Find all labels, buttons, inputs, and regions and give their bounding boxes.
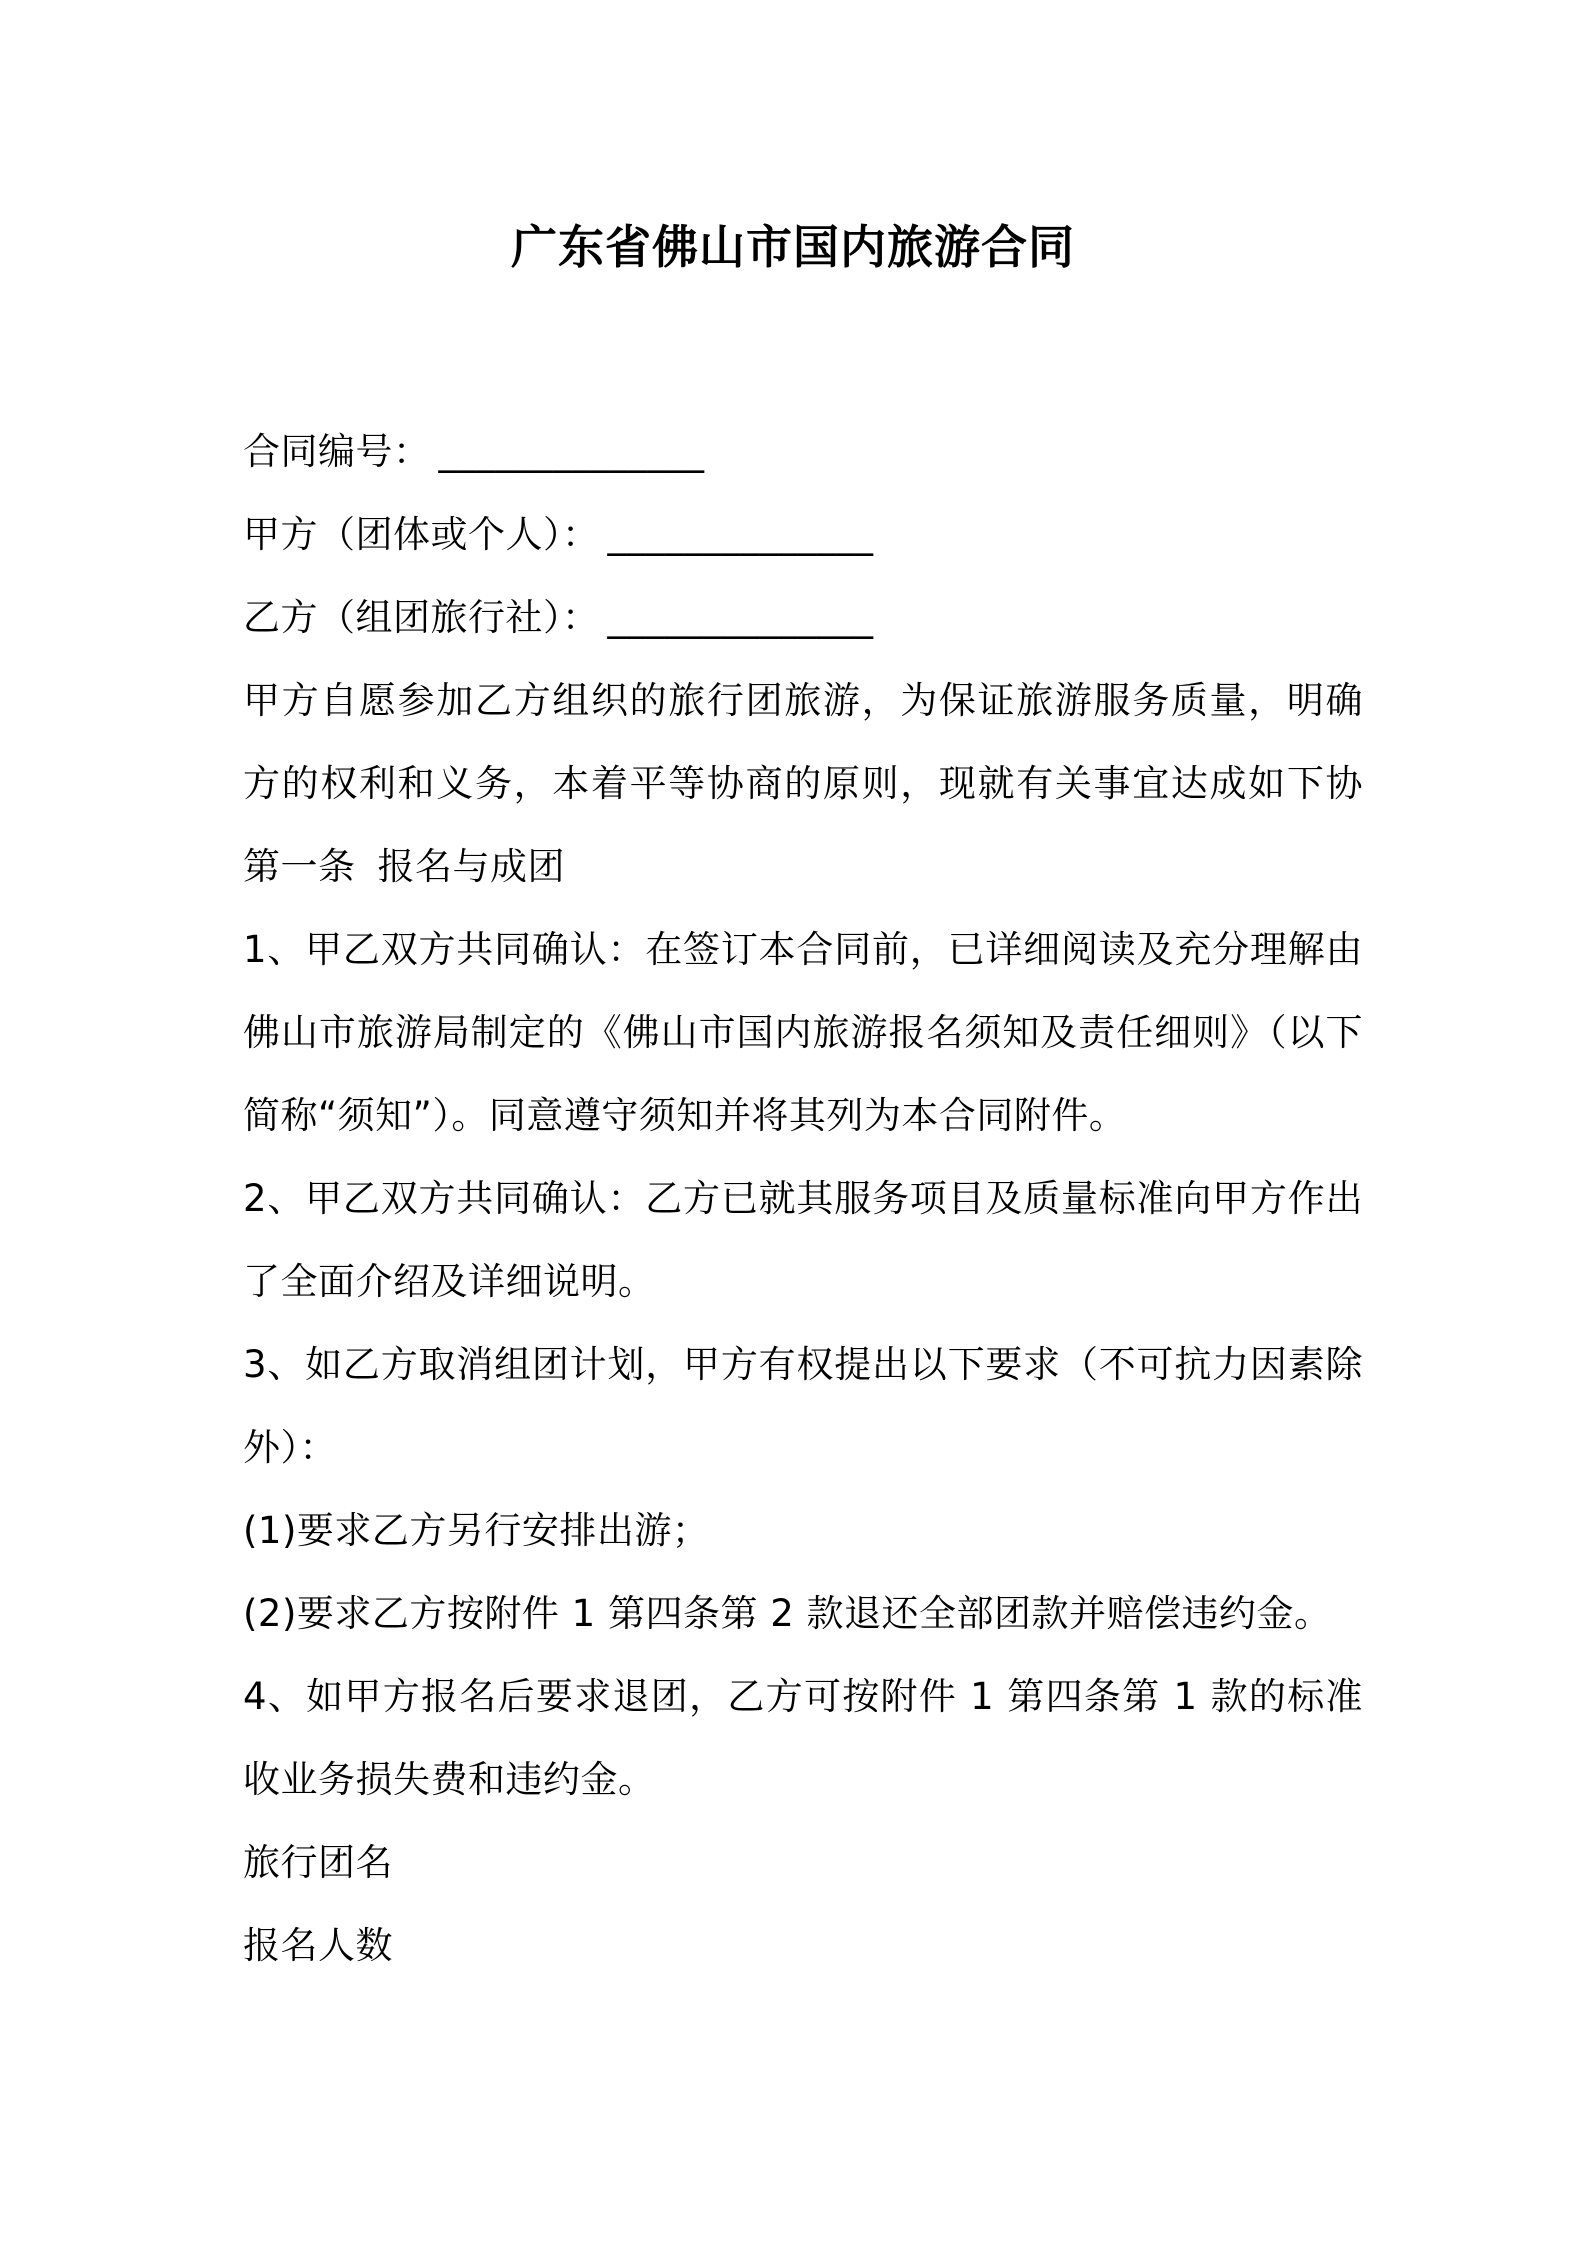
- party-b-blank: ______________: [607, 596, 874, 639]
- registrant-count-label: 报名人数: [243, 1924, 393, 1967]
- document-body: [243, 410, 1363, 1987]
- party-b-line: [243, 576, 1363, 659]
- party-b-label: 乙方（组团旅行社）：: [243, 596, 600, 639]
- clause-3-item-2: (2)要求乙方按附件 1 第四条第 2 款退还全部团款并赔偿违约金。: [243, 1592, 1332, 1635]
- contract-number-label: 合同编号：: [243, 430, 431, 473]
- intro-line-2: 方的权利和义务，本着平等协商的原则，现就有关事宜达成如下协: [243, 762, 1363, 805]
- clause-2-line-1: 2、甲乙双方共同确认：乙方已就其服务项目及质量标准向甲方作出: [243, 1177, 1363, 1220]
- clause-3-item-1: (1)要求乙方另行安排出游；: [243, 1509, 710, 1552]
- clause-3-line-1: 3、如乙方取消组团计划，甲方有权提出以下要求（不可抗力因素除: [243, 1343, 1363, 1386]
- clause-2-line-2: 了全面介绍及详细说明。: [243, 1260, 656, 1303]
- party-a-label: 甲方（团体或个人）：: [243, 513, 600, 556]
- document-title: 广东省佛山市国内旅游合同: [511, 220, 1075, 274]
- tour-group-name-label: 旅行团名: [243, 1841, 393, 1884]
- article-1-heading: [243, 825, 1363, 908]
- party-a-blank: ______________: [607, 513, 874, 556]
- contract-number-blank: ______________: [438, 430, 705, 473]
- party-a-line: [243, 493, 1363, 576]
- clause-1-line-2: 佛山市旅游局制定的《佛山市国内旅游报名须知及责任细则》（以下: [243, 1011, 1363, 1054]
- clause-1-line-3: 简称“须知”）。同意遵守须知并将其列为本合同附件。: [243, 1094, 1127, 1137]
- contract-number-line: [243, 410, 1363, 493]
- clause-1-line-1: 1、甲乙双方共同确认：在签订本合同前，已详细阅读及充分理解由: [243, 928, 1363, 971]
- clause-3-line-2: 外）：: [243, 1426, 337, 1469]
- intro-line-1: 甲方自愿参加乙方组织的旅行团旅游，为保证旅游服务质量，明确: [243, 679, 1363, 722]
- article-1-number: 第一条: [243, 845, 356, 888]
- clause-4-line-2: 收业务损失费和违约金。: [243, 1758, 656, 1801]
- clause-4-line-1: 4、如甲方报名后要求退团，乙方可按附件 1 第四条第 1 款的标准: [243, 1675, 1363, 1718]
- article-1-title: 报名与成团: [377, 845, 565, 888]
